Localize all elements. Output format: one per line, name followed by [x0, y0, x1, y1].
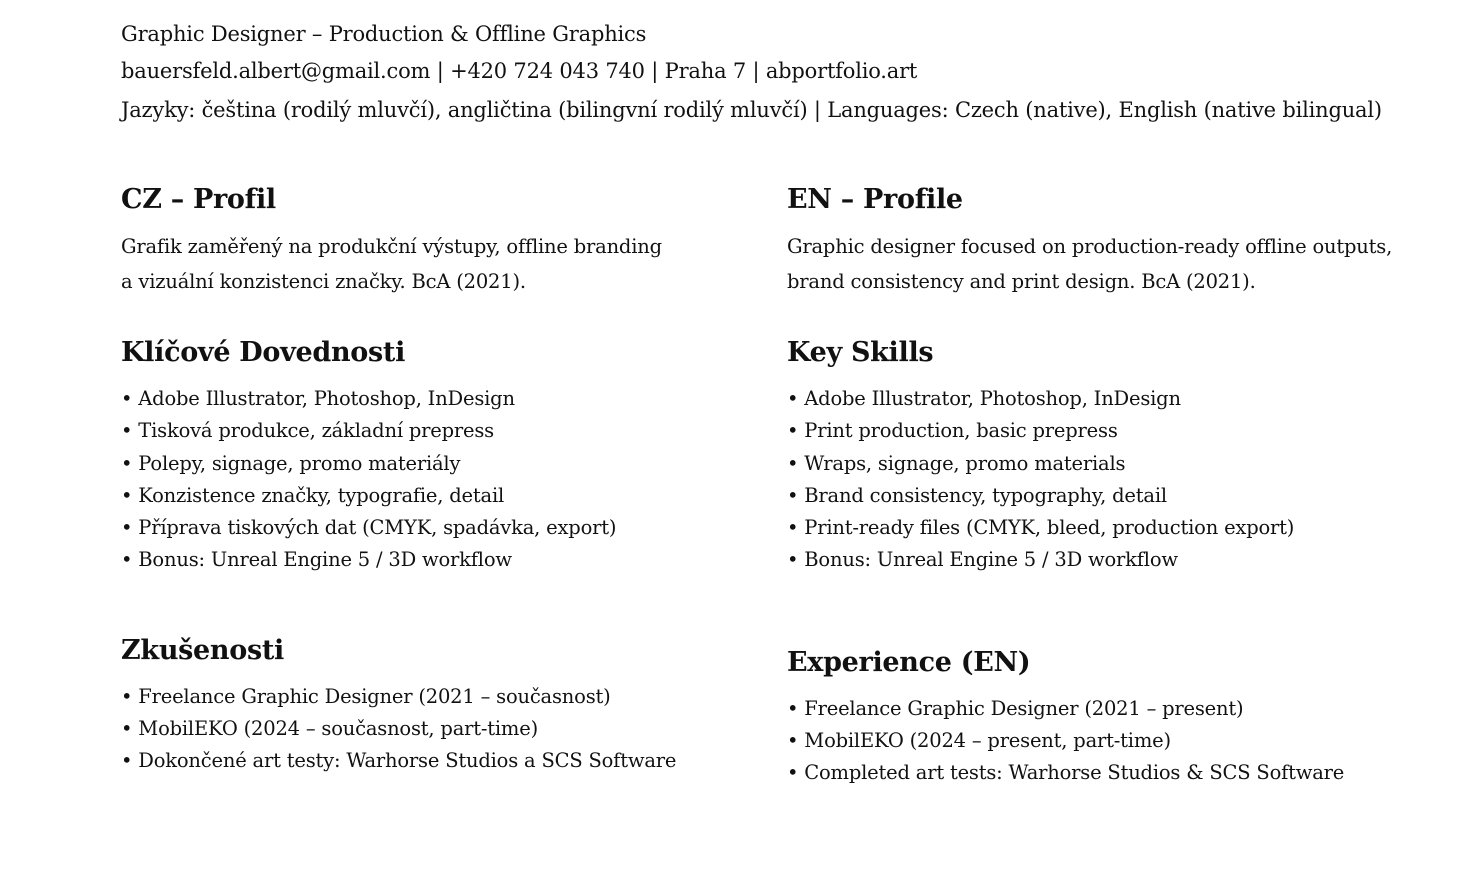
list-item: • Wraps, signage, promo materials	[787, 451, 1126, 475]
en-profile-text	[787, 229, 1427, 299]
list-item: • Freelance Graphic Designer (2021 – současnost)	[121, 684, 611, 708]
cz-profile-title: CZ – Profil	[121, 184, 276, 215]
list-item: • Print production, basic prepress	[787, 419, 1118, 443]
list-item: • MobilEKO (2024 – present, part-time)	[787, 729, 1171, 753]
en-skills-list	[787, 383, 1427, 577]
en-profile-line: brand consistency and print design. BcA (2021).	[787, 270, 1256, 293]
cz-profile-text	[121, 229, 761, 299]
list-item: • Bonus: Unreal Engine 5 / 3D workflow	[121, 548, 512, 572]
list-item: • Adobe Illustrator, Photoshop, InDesign	[121, 387, 515, 410]
cv-header	[121, 16, 1441, 129]
en-skills-title: Key Skills	[787, 337, 934, 368]
list-item: • Completed art tests: Warhorse Studios & SCS Software	[787, 761, 1345, 785]
job-title: Graphic Designer – Production & Offline Graphics	[121, 22, 647, 46]
list-item: • Polepy, signage, promo materiály	[121, 451, 461, 475]
cz-experience-title: Zkušenosti	[121, 634, 284, 666]
languages-line: Jazyky: čeština (rodilý mluvčí), angličtina (bilingvní rodilý mluvčí) | Languages: Czech (native), English (native bilingual)	[121, 98, 1382, 122]
cz-skills-title: Klíčové Dovednosti	[121, 337, 406, 368]
list-item: • Brand consistency, typography, detail	[787, 483, 1167, 507]
contact-line: bauersfeld.albert@gmail.com | +420 724 043 740 | Praha 7 | abportfolio.art	[121, 59, 918, 83]
list-item: • Dokončené art testy: Warhorse Studios a SCS Software	[121, 749, 677, 773]
en-profile-title: EN – Profile	[787, 184, 963, 215]
list-item: • Příprava tiskových dat (CMYK, spadávka, export)	[121, 516, 617, 540]
list-item: • Bonus: Unreal Engine 5 / 3D workflow	[787, 548, 1178, 572]
list-item: • Print-ready files (CMYK, bleed, production export)	[787, 516, 1295, 540]
czech-column	[121, 180, 761, 778]
en-profile-line: Graphic designer focused on production-ready offline outputs,	[787, 235, 1393, 258]
en-experience-title: Experience (EN)	[787, 646, 1031, 678]
english-column	[787, 180, 1427, 790]
list-item: • Adobe Illustrator, Photoshop, InDesign	[787, 387, 1181, 410]
cz-profile-line: Grafik zaměřený na produkční výstupy, offline branding	[121, 235, 662, 258]
en-experience-list	[787, 693, 1427, 790]
list-item: • Freelance Graphic Designer (2021 – present)	[787, 696, 1244, 720]
list-item: • MobilEKO (2024 – současnost, part-time)	[121, 717, 538, 741]
cz-experience-list	[121, 681, 761, 778]
list-item: • Konzistence značky, typografie, detail	[121, 483, 505, 507]
list-item: • Tisková produkce, základní prepress	[121, 419, 494, 443]
cz-skills-list	[121, 383, 761, 577]
cz-profile-line: a vizuální konzistenci značky. BcA (2021).	[121, 270, 526, 293]
